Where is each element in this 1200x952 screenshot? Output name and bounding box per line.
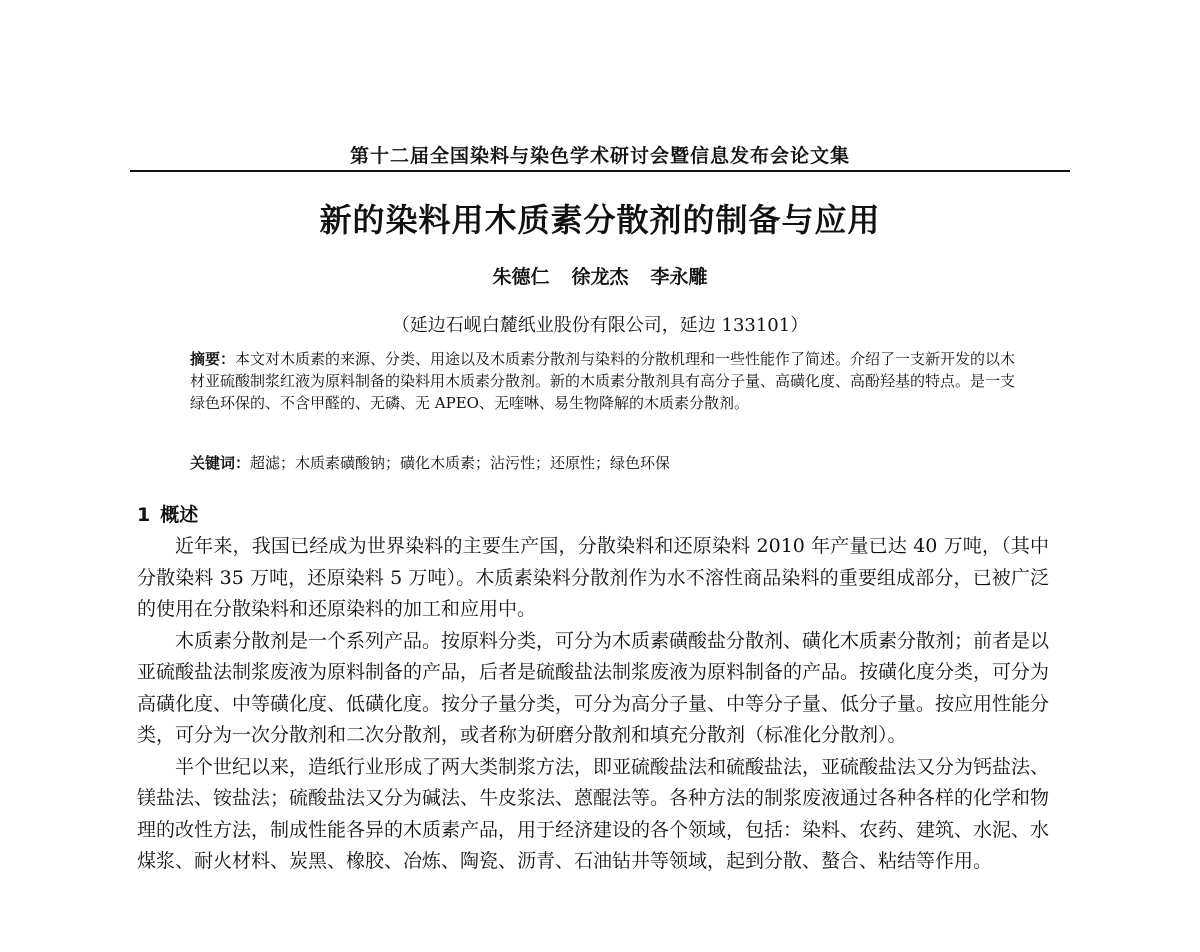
abstract-label: 摘要： <box>190 350 236 368</box>
section-number: 1 <box>137 504 151 526</box>
keywords-block <box>190 452 1020 474</box>
body-paragraph: 半个世纪以来，造纸行业形成了两大类制浆方法，即亚硫酸盐法和硫酸盐法，亚硫酸盐法又分为钙盐法、镁盐法、铵盐法；硫酸盐法又分为碱法、牛皮浆法、蒽醌法等。各种方法的制浆废液通过各种各样的化学和物理的改性方法，制成性能各异的木质素产品，用于经济建设的各个领域，包括：染料、农药、建筑、水泥、水煤浆、耐火材料、炭黑、橡胶、冶炼、陶瓷、沥青、石油钻井等领域，起到分散、螯合、粘结等作用。 <box>137 755 1050 872</box>
paper-title: 新的染料用木质素分散剂的制备与应用 <box>319 201 881 239</box>
author-name: 李永雕 <box>650 266 708 288</box>
header-rule <box>130 170 1070 172</box>
abstract-block <box>190 348 1020 414</box>
section-body <box>137 531 1049 878</box>
keywords-label: 关键词： <box>190 454 251 472</box>
body-paragraph: 近年来，我国已经成为世界染料的主要生产国，分散染料和还原染料 2010 年产量已达 40 万吨，（其中分散染料 35 万吨，还原染料 5 万吨）。木质素染料分散剂作为水不溶性商品染料的重要组成部分，已被广泛的使用在分散染料和还原染料的加工和应用中。 <box>137 535 1049 620</box>
running-header: 第十二届全国染料与染色学术研讨会暨信息发布会论文集 <box>349 145 850 167</box>
keywords-text: 超滤；木质素磺酸钠；磺化木质素；沾污性；还原性；绿色环保 <box>250 454 671 472</box>
abstract-text: 本文对木质素的来源、分类、用途以及木质素分散剂与染料的分散机理和一些性能作了简述。介绍了一支新开发的以木材亚硫酸制浆红液为原料制备的染料用木质素分散剂。新的木质素分散剂具有高分子量、高磺化度、高酚羟基的特点。是一支绿色环保的、不含甲醛的、无磷、无 APEO、无喹啉、易生物降解的木质素分散剂。 <box>190 350 1016 412</box>
section-heading <box>137 500 198 527</box>
section-title: 概述 <box>160 504 199 526</box>
affiliation: （延边石岘白麓纸业股份有限公司，延边 133101） <box>391 315 809 336</box>
author-list <box>130 262 1070 289</box>
author-name: 徐龙杰 <box>571 266 629 288</box>
body-paragraph: 木质素分散剂是一个系列产品。按原料分类，可分为木质素磺酸盐分散剂、磺化木质素分散剂；前者是以亚硫酸盐法制浆废液为原料制备的产品，后者是硫酸盐法制浆废液为原料制备的产品。按磺化度分类，可分为高磺化度、中等磺化度、低磺化度。按分子量分类，可分为高分子量、中等分子量、低分子量。按应用性能分类，可分为一次分散剂和二次分散剂，或者称为研磨分散剂和填充分散剂（标准化分散剂）。 <box>137 629 1050 746</box>
author-name: 朱德仁 <box>492 266 550 288</box>
